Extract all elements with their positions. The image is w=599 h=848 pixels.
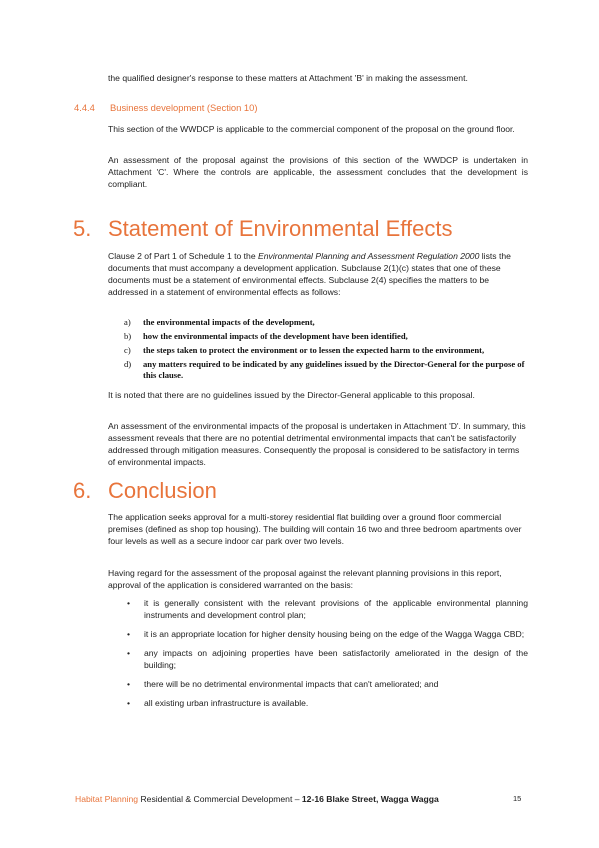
- list-item-text: any matters required to be indicated by any guidelines issued by the Director-General for the purpose of this clause.: [143, 359, 525, 380]
- paragraph: [108, 250, 528, 298]
- list-item: [124, 317, 534, 328]
- bullet-icon: •: [127, 648, 131, 658]
- list-item: [124, 628, 528, 640]
- list-item: [124, 331, 534, 342]
- list-item-text: it is an appropriate location for higher density housing being on the edge of the Wagga Wagga CBD;: [144, 629, 525, 639]
- list-item-text: there will be no detrimental environmental impacts that can't ameliorated; and: [144, 679, 439, 689]
- list-marker: a): [124, 317, 131, 327]
- list-item: [124, 678, 528, 690]
- list-marker: c): [124, 345, 131, 355]
- bullet-icon: •: [127, 629, 131, 639]
- list-item-text: how the environmental impacts of the development have been identified,: [143, 331, 408, 341]
- section-heading: [73, 216, 452, 242]
- page-number: 15: [513, 794, 522, 803]
- paragraph-text: lists the documents that must accompany a development application. Subclause 2(1)(c) states that one of these documents must be a statement of environmental effects. Subclause 2(4) specifies the matters to be addressed in a statement of environmental effects as follows:: [108, 251, 511, 297]
- list-marker: b): [124, 331, 132, 341]
- paragraph: This section of the WWDCP is applicable to the commercial component of the proposal on the ground floor.: [108, 124, 515, 134]
- paragraph: Having regard for the assessment of the proposal against the relevant planning provisions in this report, approval of the application is considered warranted on the basis:: [108, 568, 502, 590]
- list-item: [124, 597, 528, 621]
- list-item: [124, 697, 528, 709]
- intro-paragraph: the qualified designer's response to these matters at Attachment 'B' in making the assessment.: [108, 73, 468, 83]
- matters-list: [124, 317, 534, 381]
- section-title: Statement of Environmental Effects: [108, 216, 453, 241]
- section-heading: [73, 478, 217, 504]
- list-item-text: the environmental impacts of the development,: [143, 317, 315, 327]
- list-item-text: the steps taken to protect the environment or to lessen the expected harm to the environment,: [143, 345, 485, 355]
- list-item-text: any impacts on adjoining properties have been satisfactorily ameliorated in the design of the building;: [144, 648, 528, 670]
- bullet-icon: •: [127, 679, 131, 689]
- footer-project: Residential & Commercial Development –: [138, 794, 302, 804]
- section-number: 6.: [73, 478, 92, 503]
- bullet-icon: •: [127, 598, 131, 608]
- section-title: Conclusion: [108, 478, 217, 503]
- section-number: 5.: [73, 216, 92, 241]
- paragraph: The application seeks approval for a multi-storey residential flat building over a ground floor commercial premises (defined as shop top housing). The building will contain 16 two and three bedroom apartments over four levels as well as a secure indoor car park over two levels.: [108, 512, 522, 546]
- list-item-text: all existing urban infrastructure is available.: [144, 698, 309, 708]
- list-item-text: it is generally consistent with the relevant provisions of the applicable environmental planning instruments and development control plan;: [144, 598, 528, 620]
- paragraph-text: Clause 2 of Part 1 of Schedule 1 to the: [108, 251, 259, 261]
- regulation-title: Environmental Planning and Assessment Regulation 2000: [258, 251, 480, 261]
- page-footer: [75, 794, 439, 804]
- subsection-heading: [74, 102, 257, 113]
- subsection-number: 4.4.4: [74, 102, 95, 113]
- basis-list: [124, 597, 528, 709]
- subsection-title: Business development (Section 10): [110, 102, 258, 113]
- list-marker: d): [124, 359, 132, 369]
- paragraph: An assessment of the environmental impacts of the proposal is undertaken in Attachment 'D'. In summary, this assessment reveals that there are no potential detrimental environmental impacts that can't be satisfactorily addressed through mitigation measures. Consequently the proposal is considered to be satisfactory in terms of environmental impacts.: [108, 421, 526, 467]
- list-item: [124, 359, 534, 381]
- list-item: [124, 345, 534, 356]
- list-item: [124, 647, 528, 671]
- footer-brand: Habitat Planning: [75, 794, 139, 804]
- bullet-icon: •: [127, 698, 131, 708]
- footer-address: 12-16 Blake Street, Wagga Wagga: [301, 794, 439, 804]
- paragraph: It is noted that there are no guidelines issued by the Director-General applicable to this proposal.: [108, 390, 475, 400]
- paragraph: An assessment of the proposal against the provisions of this section of the WWDCP is undertaken in Attachment 'C'. Where the controls are applicable, the assessment concludes that the development is compliant.: [108, 155, 528, 189]
